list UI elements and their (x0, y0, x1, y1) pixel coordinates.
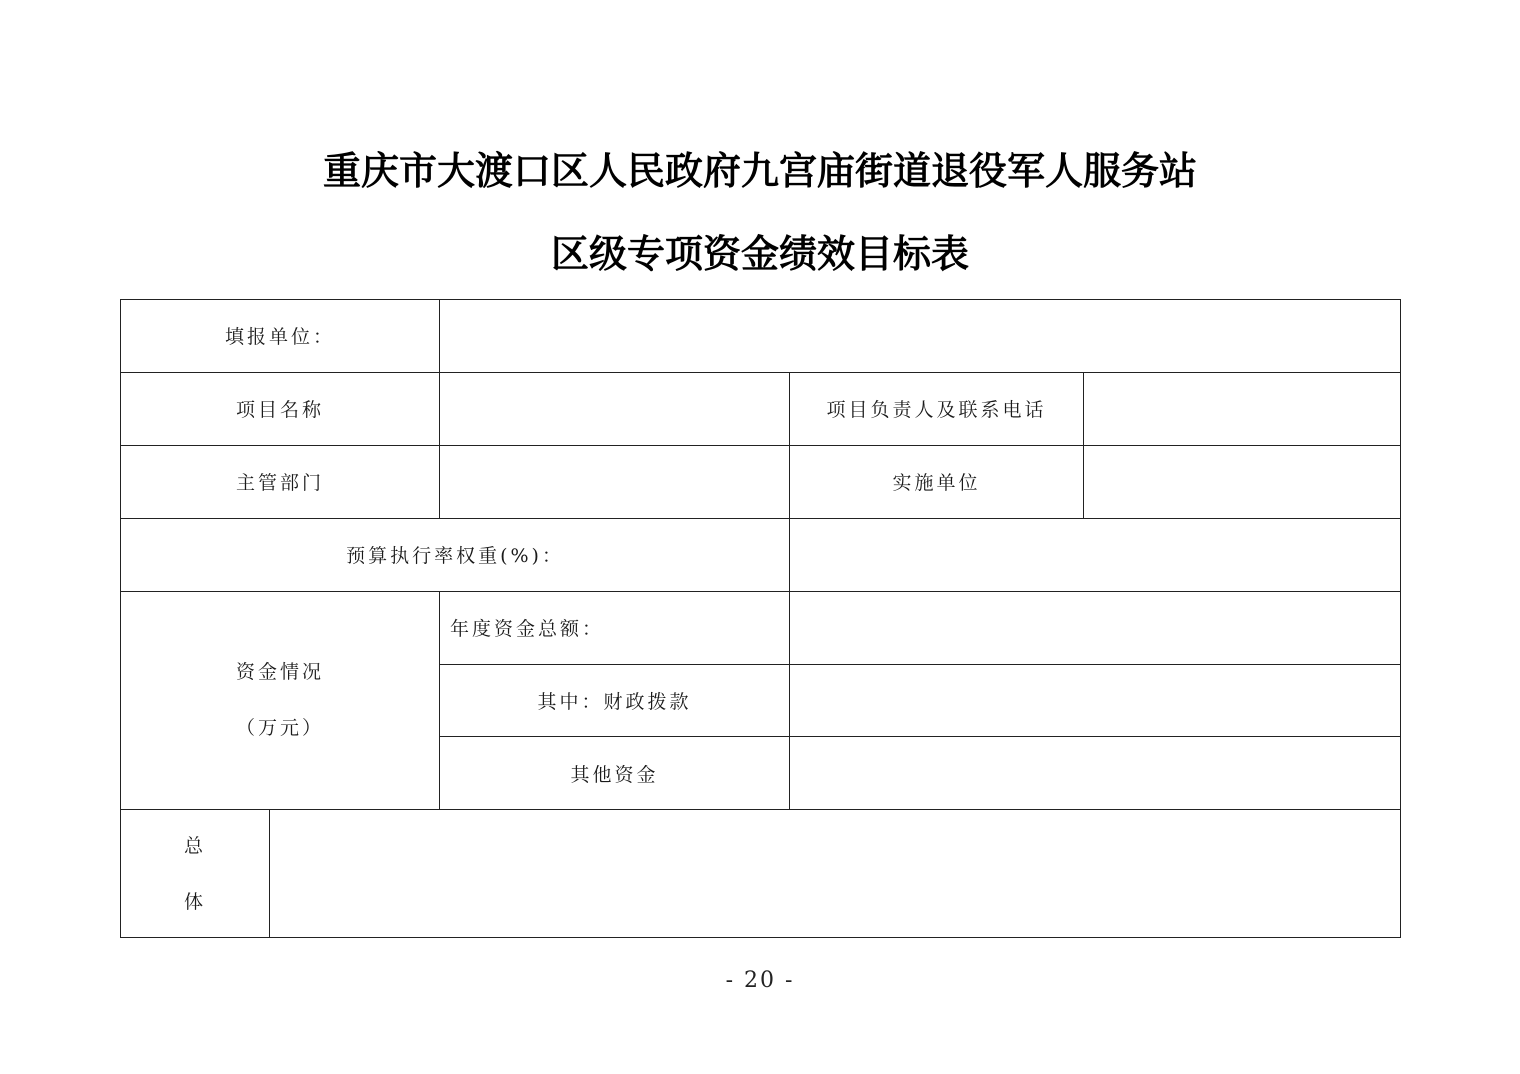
document-title-line2: 区级专项资金绩效目标表 (550, 231, 969, 276)
fiscal-allocation-field[interactable] (790, 664, 1401, 737)
fiscal-allocation-label: 其中：财政拨款 (440, 664, 790, 737)
page-number: - 20 - (725, 968, 795, 993)
document-title-line1: 重庆市大渡口区人民政府九宫庙街道退役军人服务站 (322, 148, 1197, 193)
annual-total-label: 年度资金总额： (440, 591, 790, 664)
overall-target-field[interactable] (270, 810, 1401, 938)
overall-label-line2: 体 (183, 890, 206, 913)
project-leader-label: 项目负责人及联系电话 (790, 372, 1084, 445)
competent-dept-field[interactable] (440, 445, 790, 518)
overall-label-line1: 总 (183, 834, 206, 857)
overall-label (121, 810, 270, 938)
funds-label-line1: 资金情况 (236, 661, 325, 684)
annual-total-field[interactable] (790, 591, 1401, 664)
performance-target-table (120, 299, 1401, 938)
competent-dept-label: 主管部门 (121, 445, 440, 518)
implementing-unit-label: 实施单位 (790, 445, 1084, 518)
project-leader-field[interactable] (1084, 372, 1401, 445)
other-funds-label: 其他资金 (440, 737, 790, 810)
funds-label (121, 591, 440, 810)
budget-weight-field[interactable] (790, 518, 1401, 591)
budget-weight-label: 预算执行率权重(%)： (121, 518, 790, 591)
implementing-unit-field[interactable] (1084, 445, 1401, 518)
reporting-unit-label: 填报单位： (121, 300, 440, 373)
funds-label-line2: （万元） (236, 717, 325, 740)
project-name-field[interactable] (440, 372, 790, 445)
reporting-unit-field[interactable] (440, 300, 1401, 373)
project-name-label: 项目名称 (121, 372, 440, 445)
other-funds-field[interactable] (790, 737, 1401, 810)
